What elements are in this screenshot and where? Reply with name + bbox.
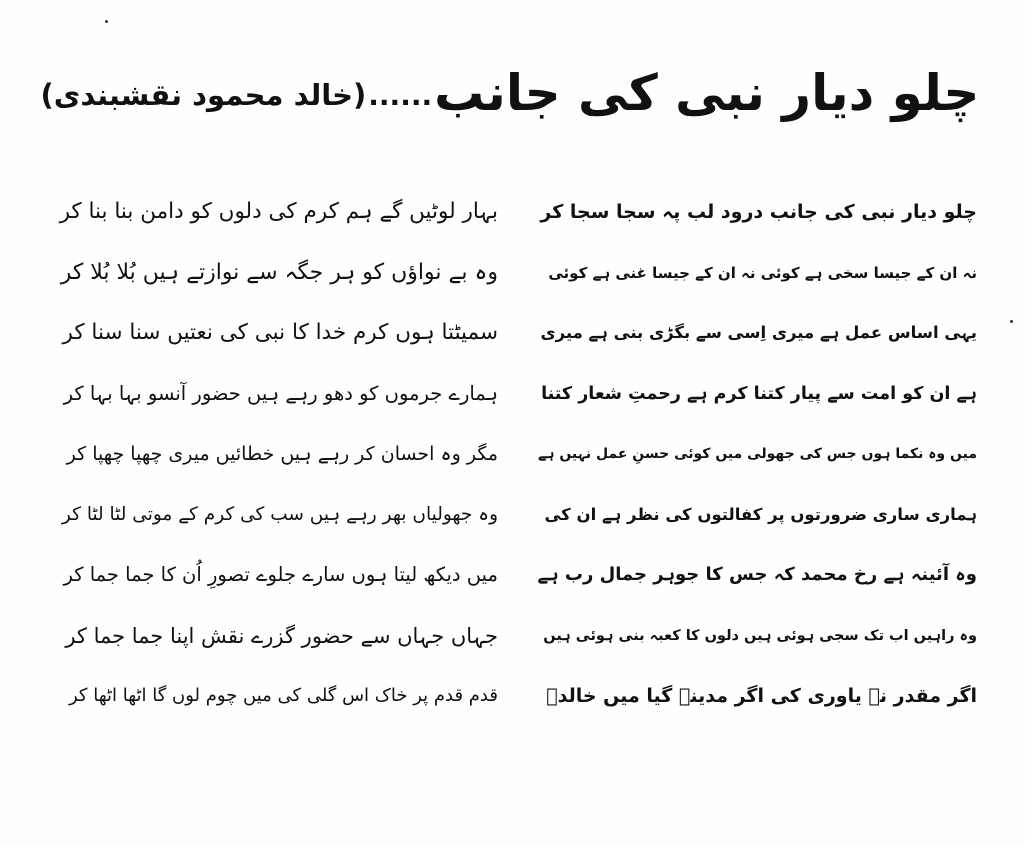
- right-column: [537, 182, 977, 727]
- verse-line: وہ راہیں اب تک سجی ہوئی ہیں دلوں کا کعبہ بنی ہوئی ہیں: [543, 627, 977, 644]
- poem-title: [40, 28, 980, 122]
- verse-line: نہ ان کے جیسا سخی ہے کوئی نہ ان کے جیسا غنی ہے کوئی: [548, 263, 977, 282]
- verse-line: وہ آئینہ ہے رخ محمد کہ جس کا جوہر جمال رب ہے: [537, 564, 977, 585]
- verse-line: قدم قدم پر خاک اس گلی کی میں چوم لوں گا اٹھا اٹھا کر: [68, 685, 498, 706]
- verse-line: بہار لوٹیں گے ہم کرم کی دلوں کو دامن بنا بنا کر: [59, 199, 498, 224]
- left-column: [58, 182, 498, 727]
- verse-line: یہی اساس عمل ہے میری اِسی سے بگڑی بنی ہے میری: [540, 323, 977, 342]
- scan-speck: [1010, 320, 1013, 323]
- verse-line: میں وہ نکما ہوں جس کی جھولی میں کوئی حسنِ عمل نہیں ہے: [538, 446, 977, 462]
- verse-line: وہ جھولیاں بھر رہے ہیں سب کی کرم کے موتی لٹا لٹا کر: [61, 503, 498, 525]
- title-main: چلو دیار نبی کی جانب: [434, 64, 980, 122]
- verse-line: مگر وہ احسان کر رہے ہیں خطائیں میری چھپا چھپا کر: [66, 443, 498, 465]
- verse-line: اگر مقدر نے یاوری کی اگر مدینے گیا میں خالدؔ: [546, 685, 977, 707]
- verse-line: سمیٹتا ہوں کرم خدا کا نبی کی نعتیں سنا سنا کر: [62, 320, 498, 345]
- title-dots: ......: [368, 79, 433, 112]
- scan-speck: [105, 20, 108, 23]
- verse-line: میں دیکھ لیتا ہوں سارے جلوے تصورِ اُن کا جما جما کر: [63, 563, 498, 586]
- verse-line: چلو دیار نبی کی جانب درود لب پہ سجا سجا کر: [540, 201, 977, 223]
- verse-line: ہماری ساری ضرورتوں پر کفالتوں کی نظر ہے ان کی: [544, 504, 977, 524]
- verse-line: وہ بے نواؤں کو ہر جگہ سے نوازتے ہیں بُلا بُلا کر: [60, 259, 498, 285]
- title-author: (خالد محمود نقشبندی): [40, 78, 367, 112]
- verse-line: ہے ان کو امت سے پیار کتنا کرم ہے رحمتِ شعار کتنا: [541, 383, 977, 404]
- verse-line: ہمارے جرموں کو دھو رہے ہیں حضور آنسو بہا بہا کر: [63, 381, 498, 405]
- verse-line: جہاں جہاں سے حضور گزرے نقش اپنا جما جما کر: [65, 623, 498, 648]
